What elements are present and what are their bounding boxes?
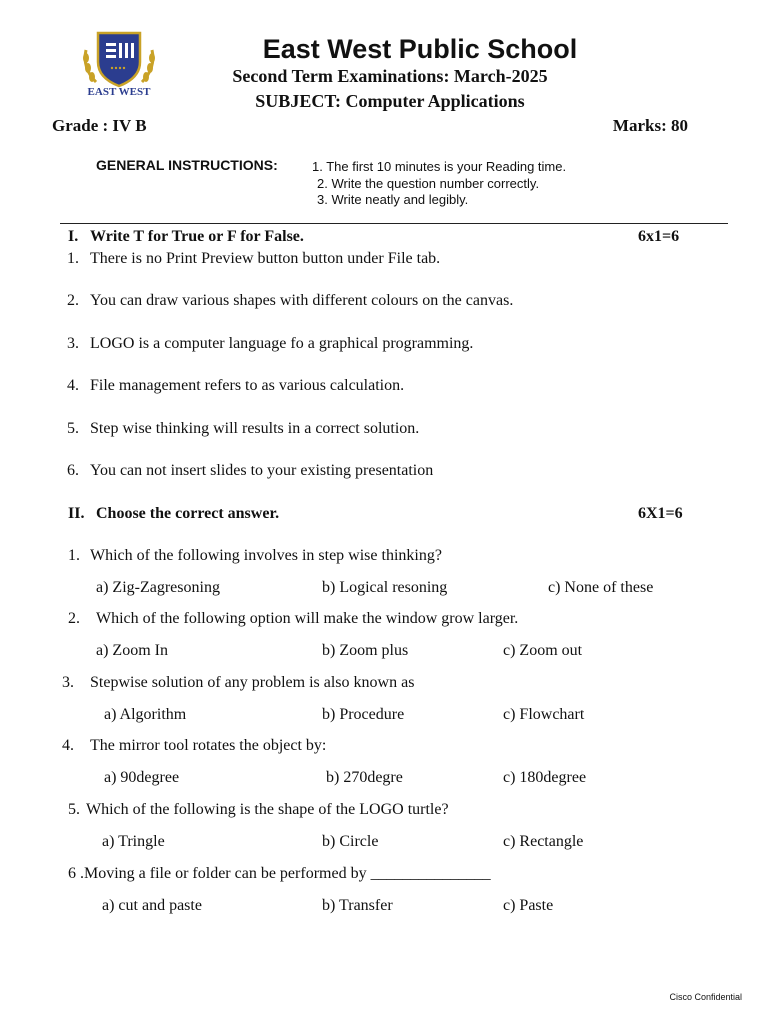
exam-title: Second Term Examinations: March-2025 [232,66,548,86]
instruction-item: 2. Write the question number correctly. [317,176,540,191]
question-text: Stepwise solution of any problem is also known as [90,674,415,691]
section-score: 6x1=6 [638,228,680,245]
option-a: a) cut and paste [102,897,202,914]
logo-text: EAST WEST [87,86,151,98]
school-name: East West Public School [262,34,578,64]
option-b: b) 270degre [326,769,403,786]
option-c: c) Flowchart [503,706,585,723]
question-text: Step wise thinking will results in a correct solution. [90,420,420,437]
question-number: 2. [68,610,80,627]
question-number: 1. [67,250,79,267]
option-a: a) Algorithm [104,706,187,723]
option-c: c) None of these [548,579,654,596]
question-text: File management refers to as various calculation. [90,377,405,394]
option-b: b) Circle [322,833,379,850]
question-number: 3. [67,335,79,352]
question-text: Which of the following involves in step wise thinking? [90,547,442,564]
question-number: 1. [68,547,80,564]
section-number: II. [68,505,85,522]
instruction-item: 3. Write neatly and legibly. [317,192,469,207]
question-text: Which of the following option will make the window grow larger. [96,610,519,627]
question-number: 4. [67,377,79,394]
subject-title: SUBJECT: Computer Applications [255,91,525,111]
question-text: You can not insert slides to your existing presentation [90,462,434,479]
section-score: 6X1=6 [638,505,683,522]
instructions-title: GENERAL INSTRUCTIONS: [96,157,278,173]
question-number: 6 . [68,865,84,882]
section-title: Choose the correct answer. [96,505,280,522]
option-c: c) 180degree [503,769,587,786]
question-number: 3. [62,674,74,691]
question-text: You can draw various shapes with different colours on the canvas. [90,292,514,309]
confidential-label: Cisco Confidential [669,992,742,1002]
section-title: Write T for True or F for False. [90,228,304,245]
option-a: a) Tringle [102,833,165,850]
question-number: 4. [62,737,74,754]
question-number: 5. [68,801,80,818]
option-c: c) Paste [503,897,554,914]
question-number: 6. [67,462,79,479]
question-text: LOGO is a computer language fo a graphical programming. [90,335,474,352]
question-number: 5. [67,420,79,437]
option-c: c) Rectangle [503,833,584,850]
option-a: a) 90degree [104,769,180,786]
option-a: a) Zoom In [96,642,168,659]
question-text: Which of the following is the shape of the LOGO turtle? [86,801,449,818]
option-b: b) Procedure [322,706,405,723]
marks-label: Marks: 80 [612,116,688,135]
option-b: b) Zoom plus [322,642,409,659]
option-b: b) Logical resoning [322,579,448,596]
option-c: c) Zoom out [503,642,583,659]
question-text: The mirror tool rotates the object by: [90,737,327,754]
instruction-item: 1. The first 10 minutes is your Reading time. [312,159,567,174]
section-number: I. [68,228,79,245]
divider [60,223,728,224]
option-a: a) Zig-Zagresoning [96,579,220,596]
question-text: There is no Print Preview button button under File tab. [90,250,441,267]
option-b: b) Transfer [322,897,393,914]
grade-label: Grade : IV B [52,116,147,135]
question-text: Moving a file or folder can be performed by _______________ [84,865,491,882]
question-number: 2. [67,292,79,309]
